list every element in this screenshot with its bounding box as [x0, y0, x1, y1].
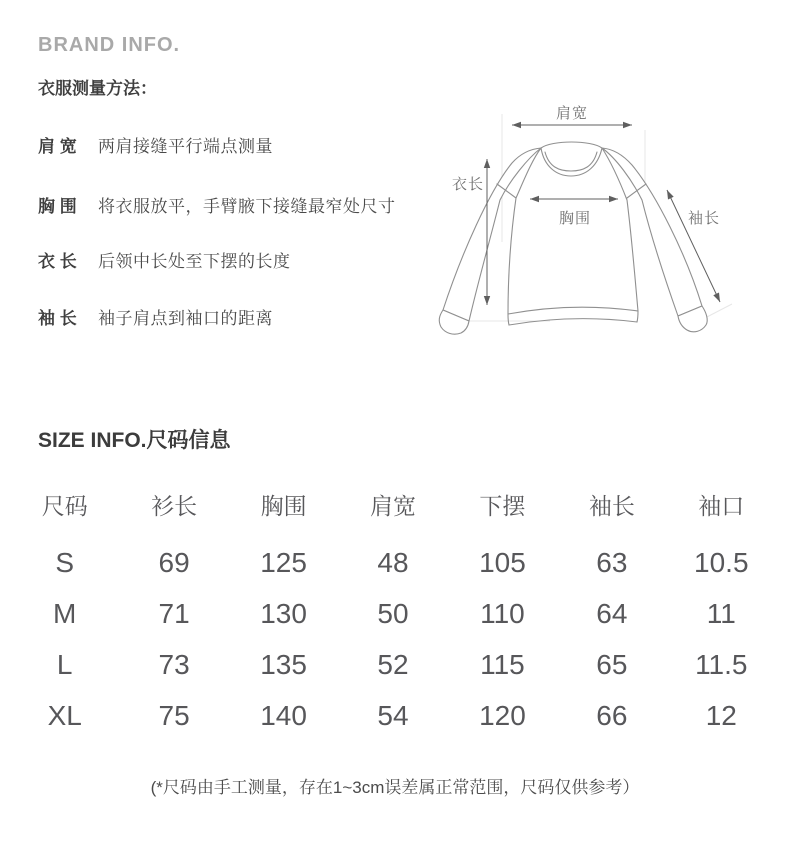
size-col-header: 胸围 — [260, 493, 307, 519]
chest-width-label: 胸围 — [558, 210, 592, 227]
size-col-header: 衫长 — [151, 493, 198, 519]
size-cell: 64 — [596, 598, 628, 629]
size-cell: 115 — [480, 649, 525, 680]
size-cell: 130 — [260, 598, 307, 629]
size-heading-en: SIZE INFO. — [38, 429, 147, 452]
garment-length-label: 衣长 — [451, 176, 485, 193]
size-cell: 10.5 — [694, 547, 749, 578]
measure-method-title: 衣服测量方法： — [38, 79, 157, 98]
size-cell: 50 — [377, 598, 409, 629]
measurement-desc: 袖子肩点到袖口的距离 — [98, 309, 273, 328]
size-cell: 63 — [596, 547, 628, 578]
size-col-header: 下摆 — [479, 493, 526, 519]
size-table-row-l — [10, 649, 776, 680]
sleeve-length-label: 袖长 — [687, 210, 721, 227]
size-cell: 69 — [158, 547, 190, 578]
size-cell: 120 — [479, 700, 526, 731]
size-cell: 11 — [706, 598, 736, 629]
size-col-header: 袖长 — [588, 493, 635, 519]
size-cell: 140 — [260, 700, 307, 731]
measurement-term: 袖 长 — [38, 309, 77, 328]
sweatshirt-drawing — [439, 142, 707, 334]
measurement-row-length — [38, 252, 396, 272]
measurement-term: 胸 围 — [38, 197, 77, 216]
measurement-desc: 将衣服放平，手臂腋下接缝最窄处尺寸 — [98, 197, 396, 216]
shoulder-width-arrow — [512, 122, 632, 128]
size-cell: 75 — [158, 700, 190, 731]
size-col-header: 肩宽 — [369, 493, 416, 519]
size-footnote: (*尺码由手工测量，存在1~3cm误差属正常范围，尺码仅供参考） — [150, 778, 640, 797]
measurement-row-chest — [38, 197, 396, 217]
size-cell: 71 — [158, 598, 190, 629]
size-table-header-row — [10, 494, 776, 518]
size-cell: 54 — [377, 700, 409, 731]
size-cell: S — [55, 547, 75, 578]
size-cell: 11.5 — [695, 649, 748, 680]
brand-info-heading: BRAND INFO. — [38, 34, 181, 56]
measurement-term: 肩 宽 — [38, 137, 77, 156]
size-table-row-m — [10, 598, 776, 629]
measurement-desc: 后领中长处至下摆的长度 — [98, 252, 291, 271]
measurement-term: 衣 长 — [38, 252, 77, 271]
size-cell: L — [56, 649, 73, 680]
measurement-row-sleeve — [38, 309, 396, 329]
size-table-row-xl — [10, 700, 776, 731]
size-cell: 12 — [705, 700, 737, 731]
size-heading-zh: 尺码信息 — [146, 429, 231, 452]
measurement-desc: 两肩接缝平行端点测量 — [98, 137, 273, 156]
size-cell: 48 — [377, 547, 409, 578]
size-col-header: 袖口 — [698, 493, 745, 519]
size-cell: 125 — [260, 547, 307, 578]
measurement-definitions — [38, 137, 396, 329]
size-cell: 65 — [596, 649, 628, 680]
size-cell: 135 — [260, 649, 307, 680]
size-table — [10, 494, 776, 755]
measurement-row-shoulder — [38, 137, 396, 157]
shoulder-width-label: 肩宽 — [555, 105, 589, 122]
size-cell: 66 — [596, 700, 628, 731]
size-cell: 105 — [479, 547, 526, 578]
size-cell: 52 — [377, 649, 409, 680]
size-cell: 110 — [480, 598, 525, 629]
size-col-header: 尺码 — [41, 493, 88, 519]
size-table-row-s — [10, 547, 776, 578]
size-cell: 73 — [158, 649, 190, 680]
size-cell: XL — [47, 700, 82, 731]
size-cell: M — [53, 598, 77, 629]
sweatshirt-measurement-diagram — [430, 90, 790, 370]
size-info-heading — [38, 424, 231, 454]
